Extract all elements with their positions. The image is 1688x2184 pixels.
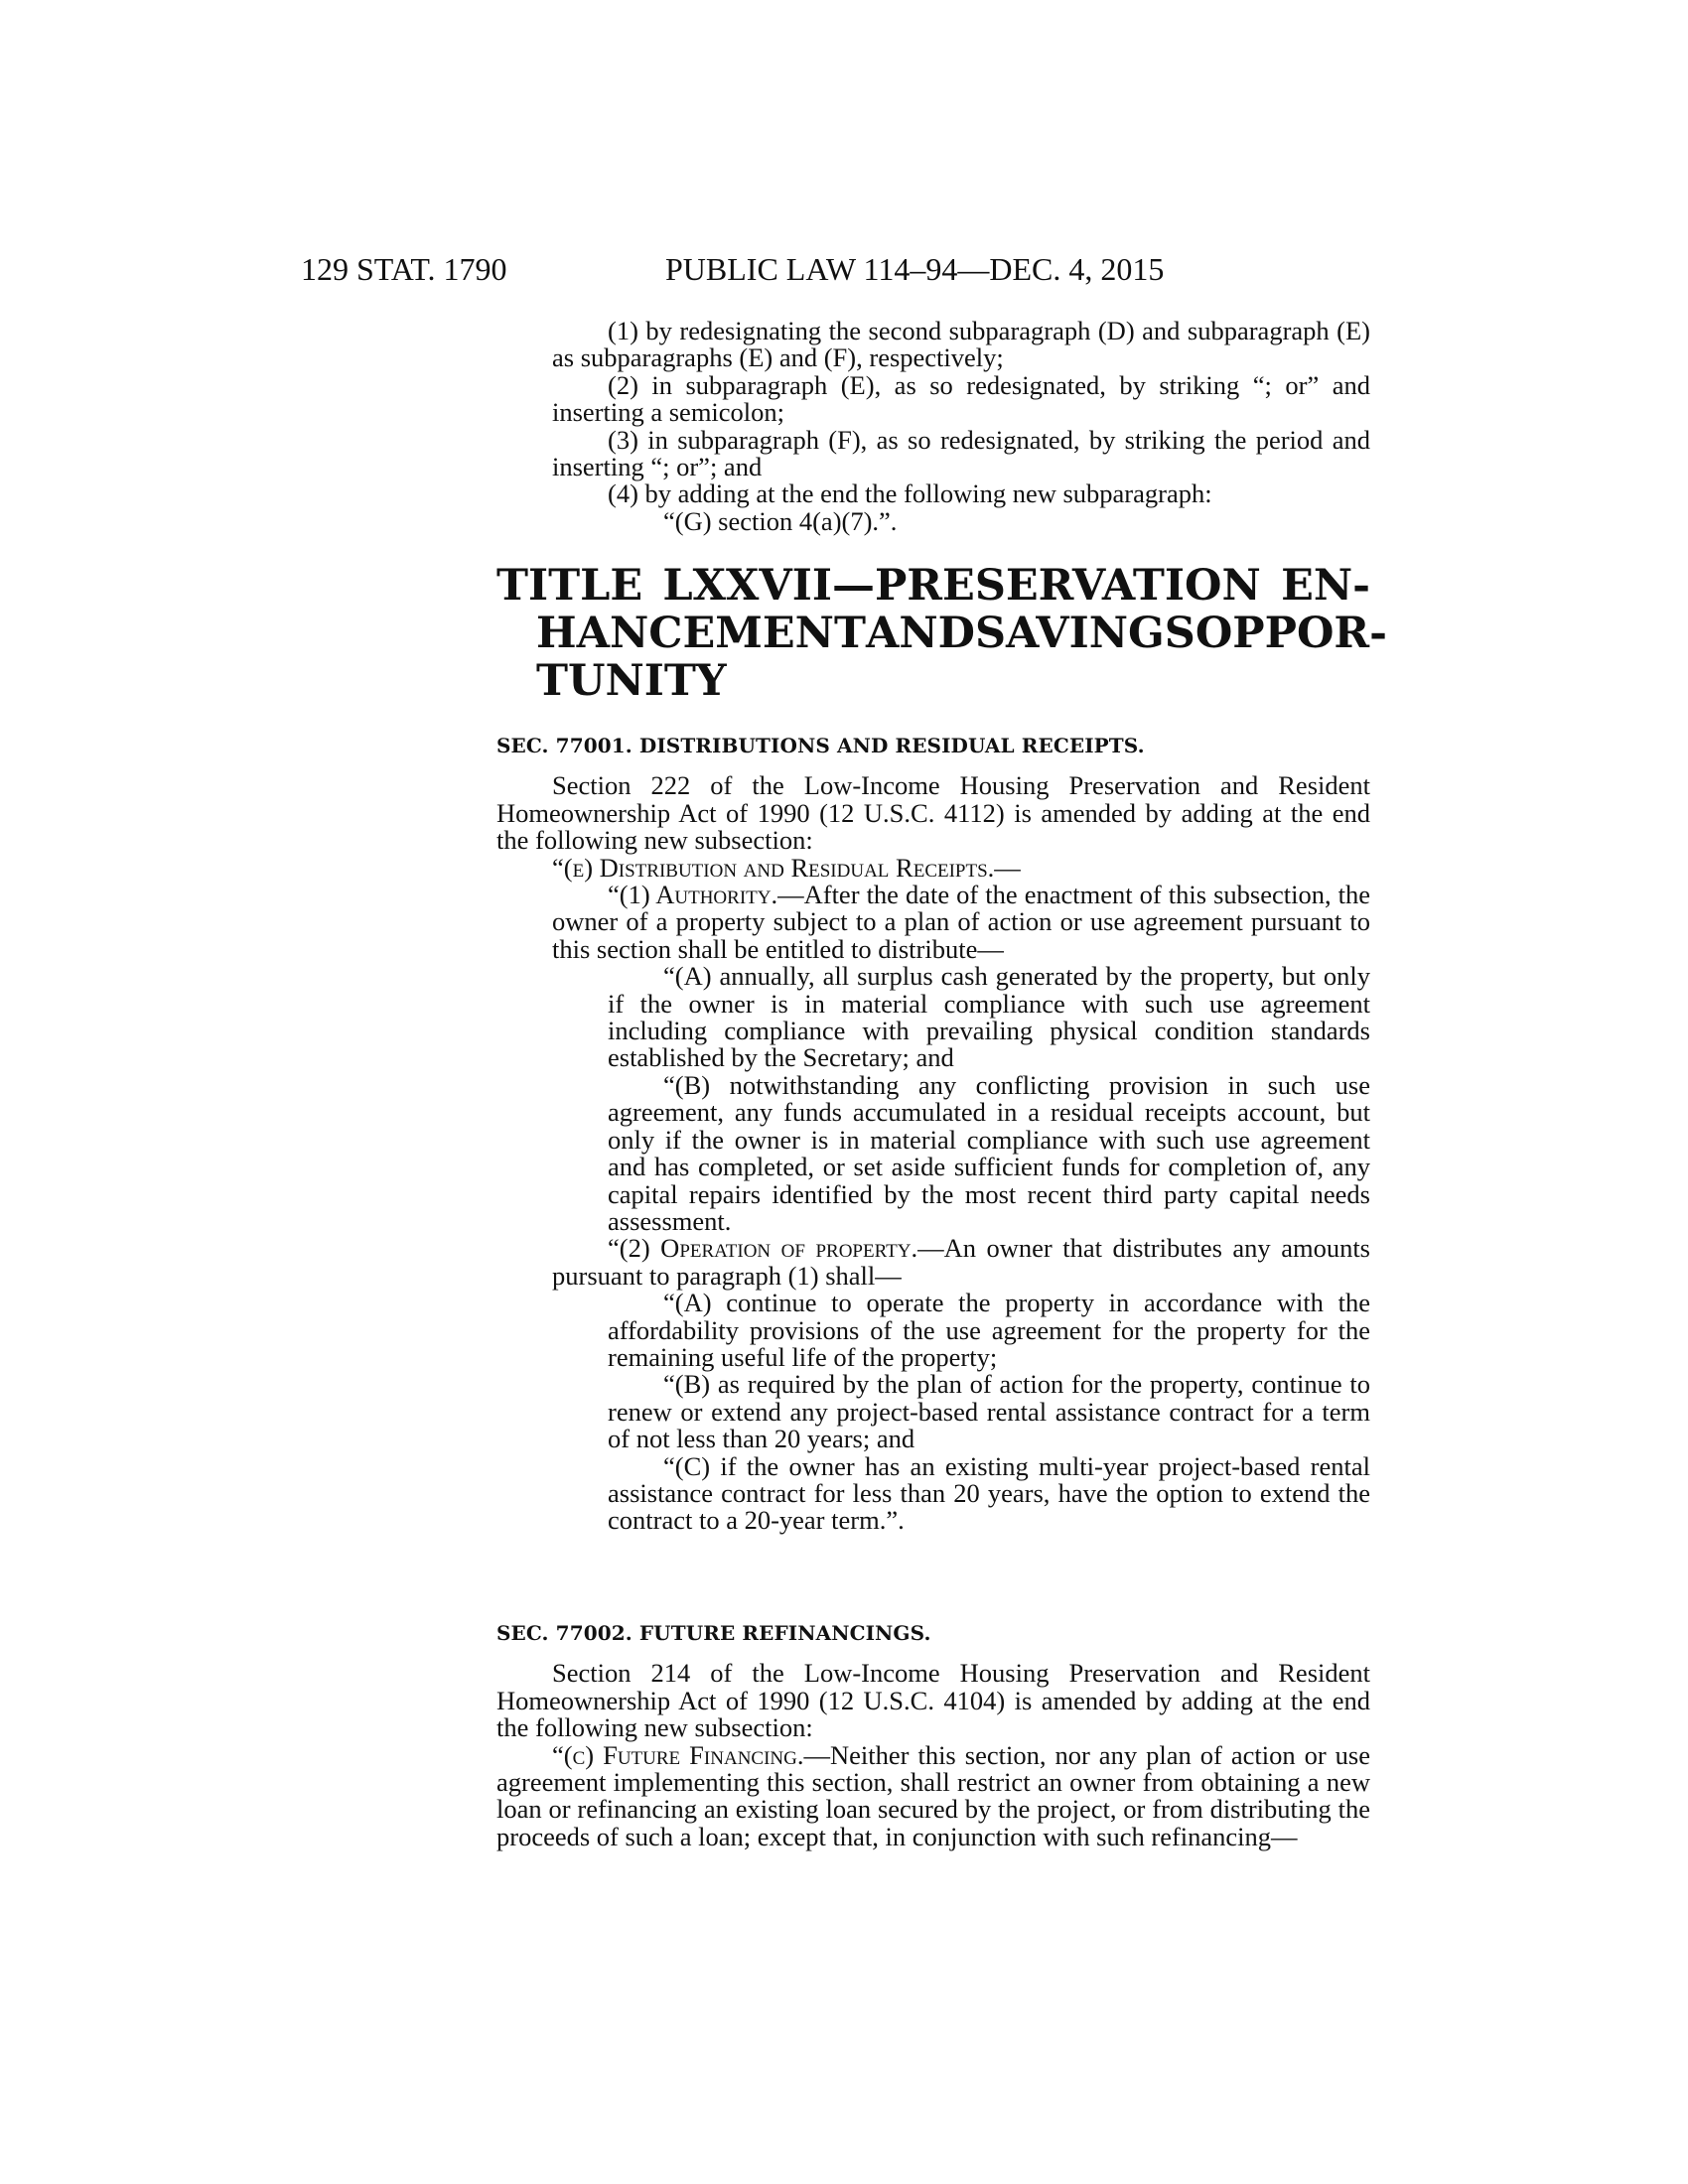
section-77002	[496, 1620, 1370, 1850]
paragraph-1-a: “(A) annually, all surplus cash generated by the property, but only if the owner is in material compliance with such use agreement including compliance with prevailing physical condition standards established by the Secretary; and	[608, 961, 1370, 1073]
paragraph-1: “(1) Authority.—After the date of the enactment of this subsection, the owner of a property subject to a plan of action or use agreement pursuant to this section shall be entitled to distribute—	[552, 880, 1370, 964]
subsection-e-heading: “(e) Distribution and Residual Receipts.—	[552, 852, 1021, 883]
paragraph-2: “(2) Operation of property.—An owner that distributes any amounts pursuant to paragraph (1) shall—	[552, 1233, 1370, 1291]
paragraph-2-a: “(A) continue to operate the property in accordance with the affordability provisions of the use agreement for the property for the remaining useful life of the property;	[608, 1288, 1370, 1372]
amendment-item-1: (1) by redesignating the second subparagraph (D) and subparagraph (E) as subparagraphs (E) and (F), respectively;	[552, 316, 1370, 373]
page-stat-citation: 129 STAT. 1790	[301, 251, 507, 287]
running-header: PUBLIC LAW 114–94—DEC. 4, 2015	[665, 251, 1165, 287]
paragraph-2-b: “(B) as required by the plan of action for the property, continue to renew or extend any project-based rental assistance contract for a term of not less than 20 years; and	[608, 1369, 1370, 1454]
new-subparagraph-g: “(G) section 4(a)(7).”.	[663, 505, 898, 536]
amendment-item-3: (3) in subparagraph (F), as so redesignated, by striking the period and inserting “; or”; and	[552, 424, 1370, 482]
subsection-c: “(c) Future Financing.—Neither this section, nor any plan of action or use agreement implementing this section, shall restrict an owner from obtaining a new loan or refinancing an existing loan secured by the project, or from distributing the proceeds of such a loan; except that, in conjunction with such refinancing—	[496, 1739, 1370, 1851]
section-heading: SEC. 77001. DISTRIBUTIONS AND RESIDUAL RECEIPTS.	[496, 734, 1145, 757]
section-intro: Section 222 of the Low-Income Housing Preservation and Resident Homeownership Act of 1990 (12 U.S.C. 4112) is amended by adding at the end the following new subsection:	[496, 770, 1370, 856]
section-intro: Section 214 of the Low-Income Housing Preservation and Resident Homeownership Act of 1990 (12 U.S.C. 4104) is amended by adding at the end the following new subsection:	[496, 1658, 1370, 1743]
title-heading: TITLE LXXVII—PRESERVATION EN- HANCEMENT AND SAVINGS OPPOR- TUNITY	[496, 561, 1387, 706]
section-77001	[496, 733, 1370, 1535]
paragraph-2-c: “(C) if the owner has an existing multi-year project-based rental assistance contract for less than 20 years, have the option to extend the contract to a 20-year term.”.	[608, 1450, 1370, 1536]
amendment-item-4: (4) by adding at the end the following new subparagraph:	[608, 478, 1212, 509]
amendment-list	[496, 318, 1370, 535]
section-heading: SEC. 77002. FUTURE REFINANCINGS.	[496, 1621, 931, 1645]
amendment-item-2: (2) in subparagraph (E), as so redesignated, by striking “; or” and inserting a semicolon;	[552, 369, 1371, 428]
paragraph-1-b: “(B) notwithstanding any conflicting provision in such use agreement, any funds accumulated in a residual receipts account, but only if the owner is in material compliance with such use agreement and has completed, or set aside sufficient funds for completion of, any capital repairs identified by the most recent third party capital needs assessment.	[608, 1069, 1370, 1236]
